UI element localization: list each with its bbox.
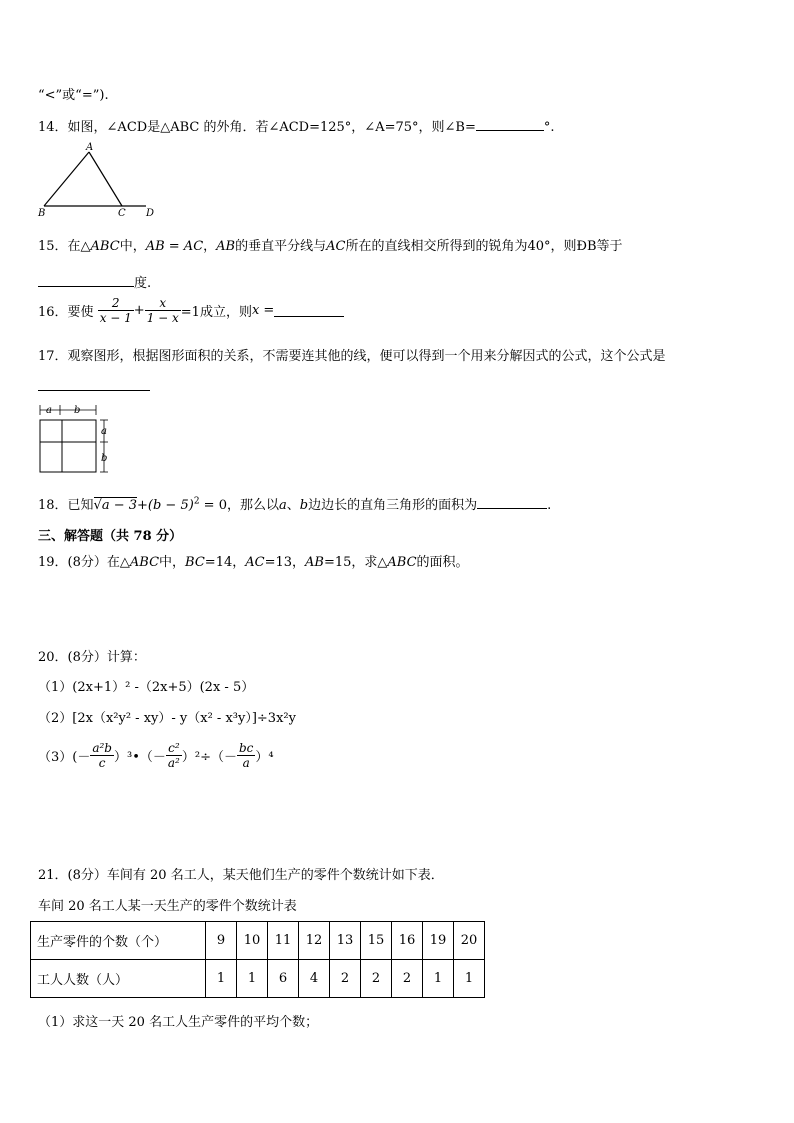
question-17: 17．观察图形，根据图形面积的关系，不需要连其他的线，便可以得到一个用来分解因式的公式，这个公式是 [38, 349, 666, 364]
table-cell: 13 [330, 922, 361, 960]
table-cell: 19 [423, 922, 454, 960]
table-cell: 9 [206, 922, 237, 960]
q18-b: b [299, 498, 309, 513]
q15-t2: ， [203, 239, 217, 254]
table-cell: 2 [392, 960, 423, 998]
q15-ab: AB [216, 239, 236, 254]
question-15 [38, 235, 623, 254]
q14-answer-blank[interactable] [476, 118, 544, 131]
q15-t1: 中， [119, 239, 146, 254]
q18-a: a [279, 498, 287, 513]
q17-answer-blank[interactable] [38, 378, 150, 391]
q20-frac-1: $\frac{\text{a²b}}{c}$ [92, 741, 112, 770]
q15-t3: 的垂直平分线与 [235, 239, 327, 254]
table-cell: 1 [423, 960, 454, 998]
table-cell: 6 [268, 960, 299, 998]
table-cell: 12 [299, 922, 330, 960]
q18-sep: 、 [286, 498, 300, 513]
table-cell: 4 [299, 960, 330, 998]
table-cell: 15 [361, 922, 392, 960]
table-row [31, 922, 485, 960]
question-20-title: 20．(8分）计算： [38, 650, 146, 665]
question-16 [38, 296, 344, 325]
table-row-label: 生产零件的个数（个） [31, 922, 206, 960]
q18-exponent: 2 [193, 496, 200, 507]
table-cell: 16 [392, 922, 423, 960]
q18-num: 18．已知 [38, 498, 94, 513]
q20-part-2: （2）[2x（x²y² - xy）- y（x² - x³y）]÷3x²y [38, 711, 296, 726]
q20-part-3: （3）(－ $\frac{\text{a²b}}{c}$ ）³•（－ $\frac{\text{c²}}{\text{a²}}$ ）²÷（－ $\frac{bc}{a}$ ）⁴ [38, 741, 274, 770]
question-19: 19．(8分）在△ABC中，BC=14，AC=13，AB=15，求△ABC的面积。 [38, 555, 469, 570]
q15-t4: 所在的直线相交所得到的锐角为40°，则ÐB等于 [345, 239, 623, 254]
q15-triangle: △ABC [80, 239, 120, 254]
table-cell: 2 [361, 960, 392, 998]
q16-eq: =1成立，则 [180, 305, 252, 320]
q20-part-1: （1）(2x+1）² -（2x+5）(2x - 5） [38, 680, 255, 695]
table-row [31, 960, 485, 998]
q14-label-b: B [38, 208, 46, 219]
q14-after: °. [543, 120, 555, 135]
q18-sqrt: √a − 3 [93, 498, 138, 513]
q18-after: . [547, 498, 552, 513]
q14-text: 14．如图，∠ACD是△ABC 的外角．若∠ACD=125°，∠A=75°，则∠B= [38, 120, 476, 135]
q16-plus: + [133, 303, 145, 318]
q20-frac-3: $\frac{bc}{a}$ [238, 741, 254, 770]
q16-num: 16．要使 [38, 305, 94, 320]
q18-t2: 边边长的直角三角形的面积为 [308, 498, 478, 513]
q16-xeq: x = [251, 303, 275, 318]
table-cell: 1 [206, 960, 237, 998]
q20-frac-2: $\frac{\text{c²}}{\text{a²}}$ [167, 741, 180, 770]
q14-triangle-figure [34, 140, 164, 220]
q18-answer-blank[interactable] [477, 496, 547, 509]
section-3-heading: 三、解答题（共 78 分） [38, 529, 183, 544]
q14-label-c: C [118, 208, 126, 219]
table-cell: 2 [330, 960, 361, 998]
q16-fraction-2: $\frac{x}{1 - x}$ [146, 296, 179, 325]
table-cell: 10 [237, 922, 268, 960]
question-21: 21．(8分）车间有 20 名工人，某天他们生产的零件个数统计如下表． [38, 868, 444, 883]
q16-answer-blank[interactable] [274, 304, 344, 317]
q18-square: +(b − 5) [137, 498, 194, 513]
q17-label-right-b: b [101, 453, 108, 464]
q15-answer-line [38, 272, 151, 291]
table-cell: 11 [268, 922, 299, 960]
q15-answer-blank[interactable] [38, 274, 134, 287]
q17-label-top-b: b [74, 405, 81, 416]
q16-fraction-1: $\frac{2}{x - 1}$ [99, 296, 132, 325]
q15-num: 15．在 [38, 239, 81, 254]
table-cell: 20 [454, 922, 485, 960]
q18-zero: = 0 [199, 498, 227, 513]
question-14 [38, 116, 555, 135]
q17-square-figure [36, 402, 116, 478]
q15-unit: 度. [134, 276, 152, 291]
q14-label-a: A [86, 142, 94, 153]
table-cell: 1 [454, 960, 485, 998]
q15-equation: AB = AC [145, 239, 204, 254]
q17-label-right-a: a [101, 426, 107, 437]
q21-stats-table [30, 921, 485, 998]
q21-table-caption: 车间 20 名工人某一天生产的零件个数统计表 [38, 899, 297, 914]
q17-label-top-a: a [46, 405, 52, 416]
q18-t1: ，那么以 [226, 498, 279, 513]
q14-label-d: D [146, 208, 155, 219]
question-18 [38, 494, 551, 513]
top-fragment: “<”或“=”). [38, 88, 109, 103]
q21-sub-1: （1）求这一天 20 名工人生产零件的平均个数； [38, 1015, 319, 1030]
table-row-label: 工人人数（人） [31, 960, 206, 998]
q15-ac: AC [326, 239, 346, 254]
table-cell: 1 [237, 960, 268, 998]
